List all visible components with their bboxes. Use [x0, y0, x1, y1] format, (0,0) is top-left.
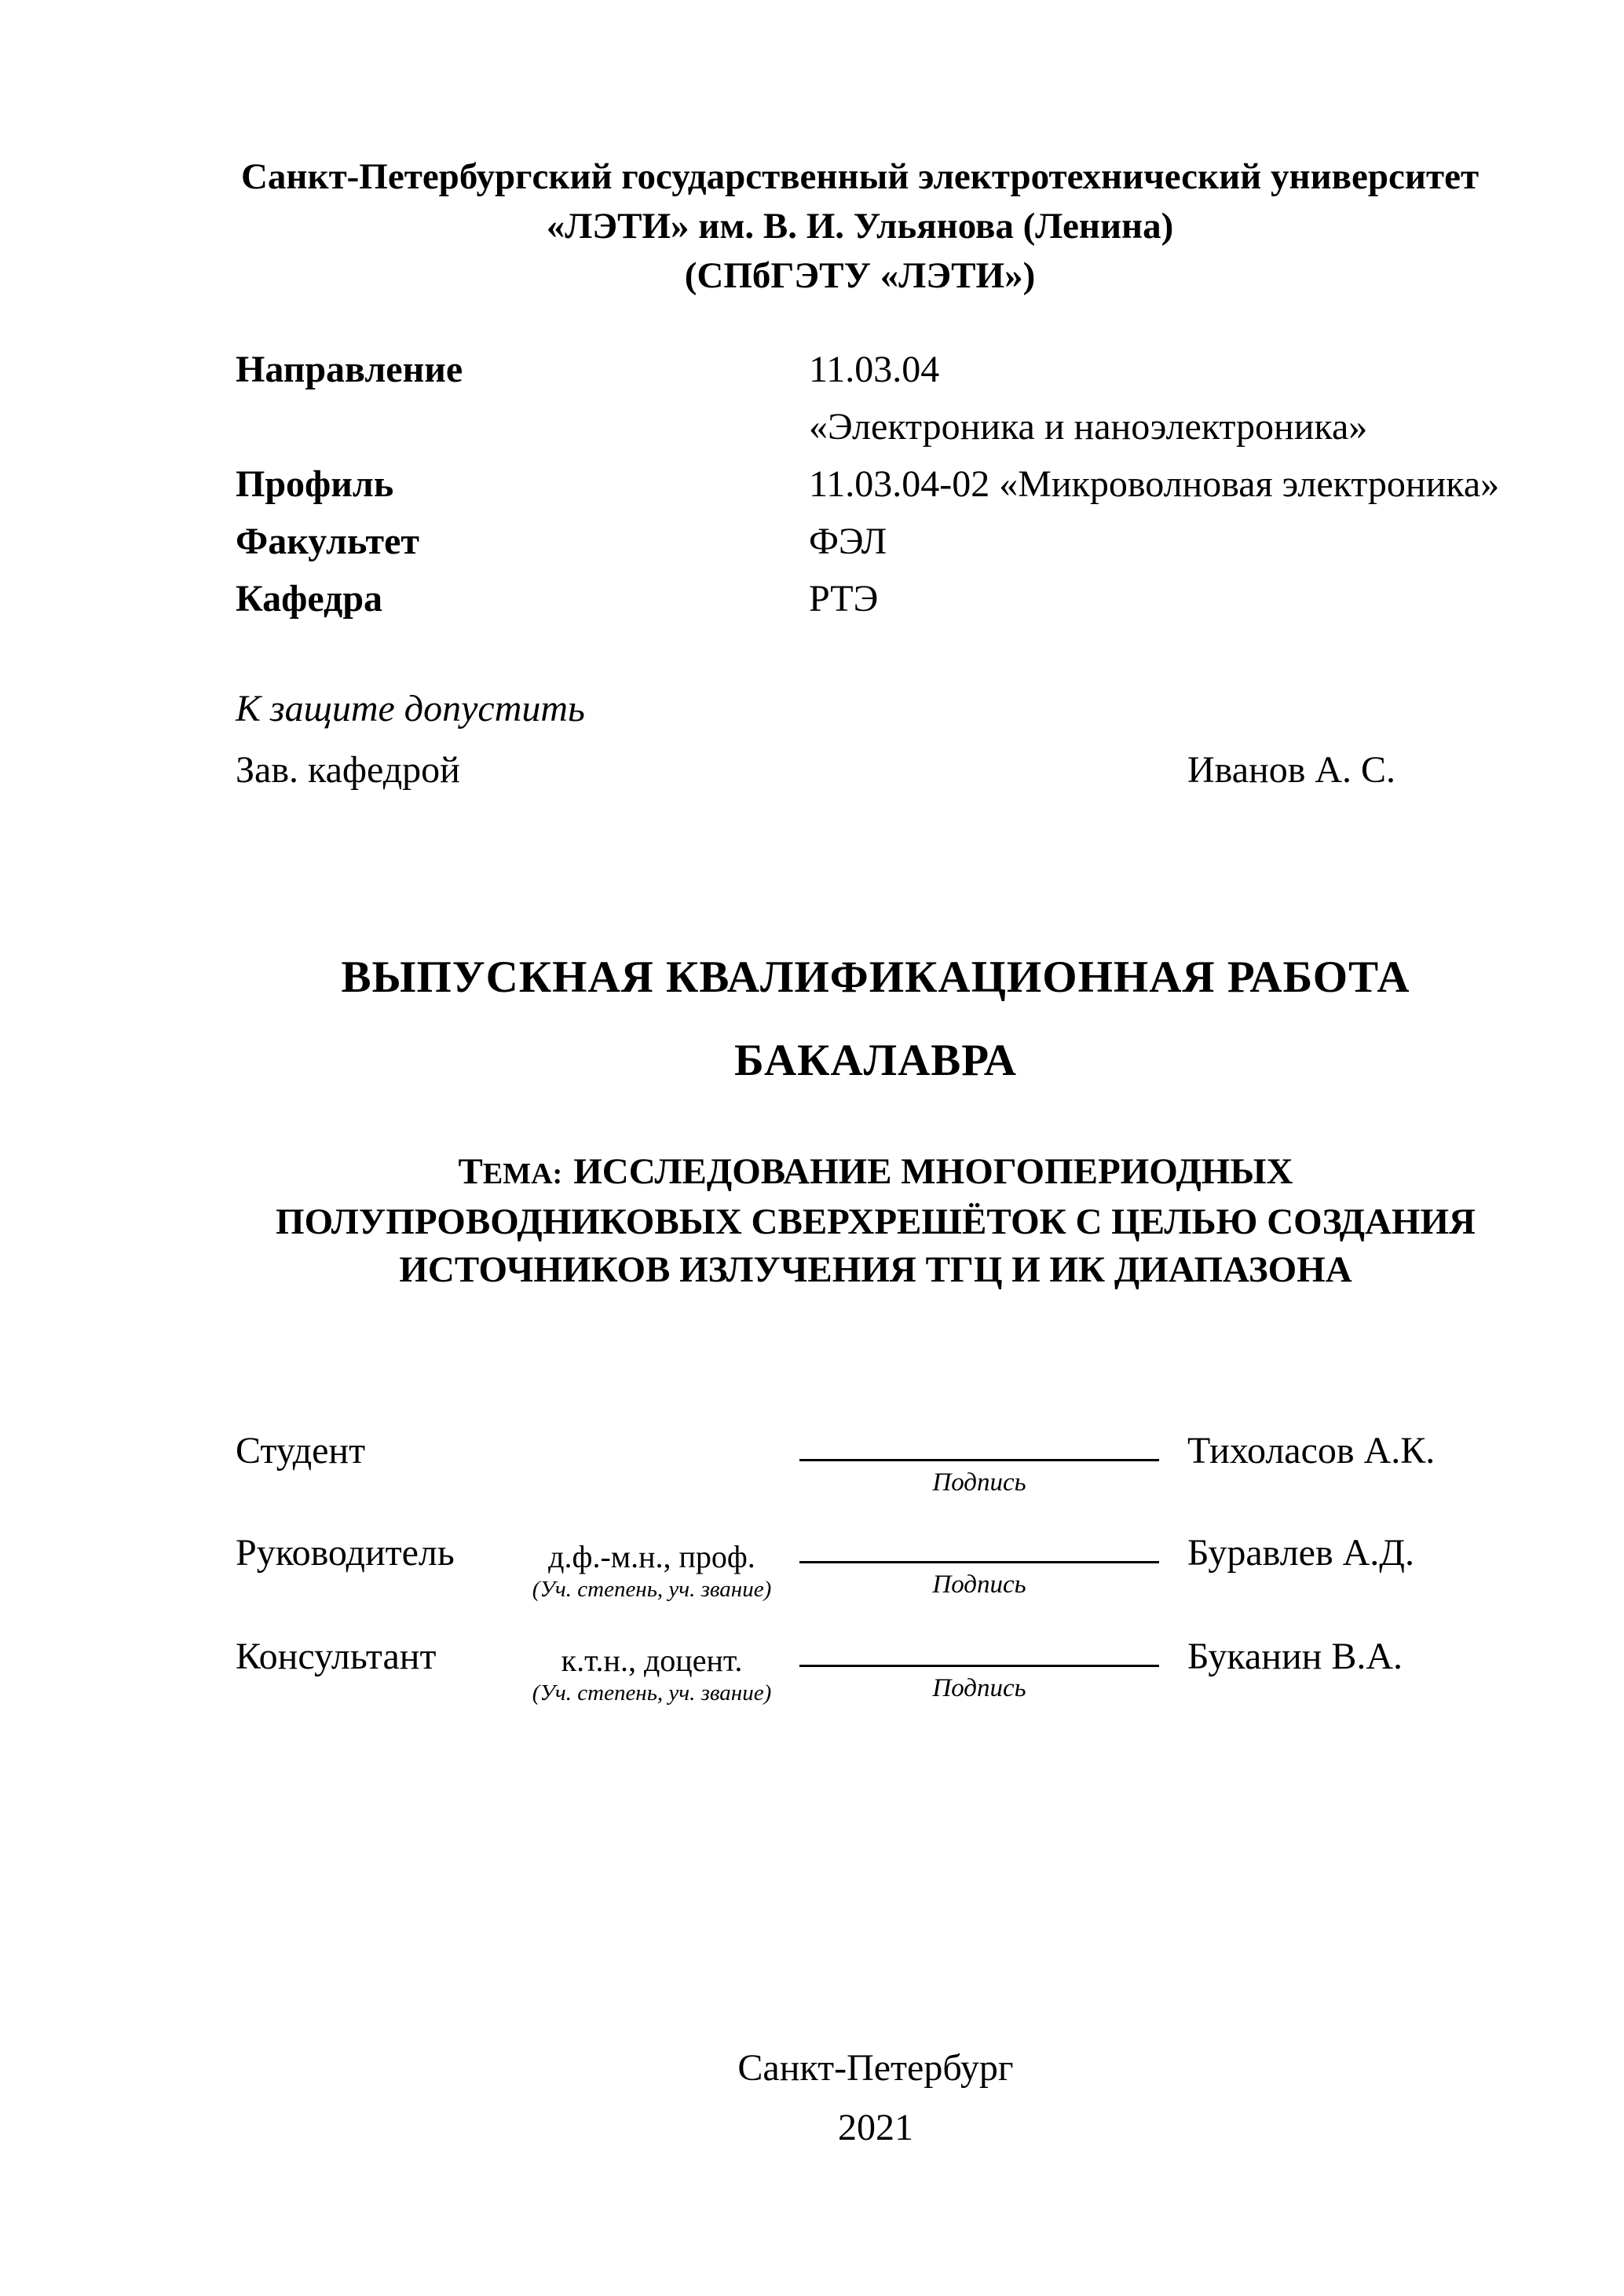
- field-row-department: [236, 570, 1516, 627]
- signature-name-consultant: Буканин В.А.: [1187, 1636, 1403, 1677]
- theme-block: [236, 1148, 1516, 1294]
- role-label-supervisor: Руководитель: [236, 1532, 455, 1574]
- signature-row-student: [236, 1429, 1516, 1531]
- admission-permit-text: К защите допустить: [236, 688, 585, 729]
- faculty-label: Факультет: [236, 521, 419, 562]
- signature-line: [799, 1531, 1159, 1563]
- program-fields: [236, 341, 1516, 627]
- degree-caption: (Уч. степень, уч. звание): [532, 1577, 772, 1602]
- profile-label: Профиль: [236, 463, 394, 505]
- university-name-line: «ЛЭТИ» им. В. И. Ульянова (Ленина): [546, 206, 1174, 247]
- work-title-line2: БАКАЛАВРА: [734, 1036, 1017, 1085]
- department-head-name: Иванов А. С.: [1187, 749, 1396, 791]
- department-label: Кафедра: [236, 578, 383, 620]
- signature-row-supervisor: [236, 1531, 1516, 1633]
- signature-caption: Подпись: [932, 1674, 1026, 1702]
- theme-line2: ПОЛУПРОВОДНИКОВЫХ СВЕРХРЕШЁТОК С ЦЕЛЬЮ СОЗДАНИЯ: [276, 1201, 1476, 1242]
- university-abbreviation: (СПбГЭТУ «ЛЭТИ»): [684, 255, 1036, 296]
- theme-line1: [236, 1148, 1516, 1198]
- degree-caption: (Уч. степень, уч. звание): [532, 1680, 772, 1706]
- degree-text-consultant: к.т.н., доцент.: [561, 1643, 743, 1678]
- theme-line3: ИСТОЧНИКОВ ИЗЛУЧЕНИЯ ТГЦ И ИК ДИАПАЗОНА: [399, 1249, 1352, 1290]
- role-label-consultant: Консультант: [236, 1636, 437, 1677]
- department-head-row: [236, 740, 1516, 801]
- field-row-direction: [236, 341, 1516, 398]
- page-footer: [236, 2038, 1516, 2158]
- field-row-profile: [236, 455, 1516, 513]
- empty-label-spacer: [236, 398, 809, 455]
- direction-code-value: 11.03.04: [809, 349, 940, 390]
- signature-line: [799, 1429, 1159, 1461]
- signature-name-supervisor: Буравлев А.Д.: [1187, 1532, 1415, 1574]
- footer-city: Санкт-Петербург: [737, 2047, 1014, 2089]
- work-title: [236, 936, 1516, 1102]
- theme-label: ТЕМА:: [458, 1151, 563, 1192]
- department-head-label: Зав. кафедрой: [236, 749, 460, 791]
- footer-year: 2021: [838, 2107, 913, 2148]
- profile-value: 11.03.04-02 «Микроволновая электроника»: [809, 463, 1500, 505]
- department-value: РТЭ: [809, 578, 879, 620]
- signature-caption: Подпись: [932, 1570, 1026, 1599]
- signature-row-consultant: [236, 1635, 1516, 1737]
- direction-label: Направление: [236, 349, 463, 390]
- admission-block: [236, 678, 1516, 801]
- signature-caption: Подпись: [932, 1468, 1026, 1497]
- faculty-value: ФЭЛ: [809, 521, 887, 562]
- work-title-line1: ВЫПУСКНАЯ КВАЛИФИКАЦИОННАЯ РАБОТА: [341, 952, 1410, 1002]
- field-row-faculty: [236, 513, 1516, 570]
- university-name-line: Санкт-Петербургский государственный электротехнический университет: [240, 156, 1480, 197]
- role-label-student: Студент: [236, 1430, 366, 1472]
- university-header: [220, 152, 1500, 301]
- degree-text-supervisor: д.ф.-м.н., проф.: [548, 1539, 755, 1574]
- signature-name-student: Тихоласов А.К.: [1187, 1430, 1436, 1472]
- theme-line1-text: ИССЛЕДОВАНИЕ МНОГОПЕРИОДНЫХ: [573, 1151, 1293, 1192]
- direction-name-value: «Электроника и наноэлектроника»: [809, 406, 1368, 448]
- signature-line: [799, 1635, 1159, 1667]
- field-row-direction-name: [236, 398, 1516, 455]
